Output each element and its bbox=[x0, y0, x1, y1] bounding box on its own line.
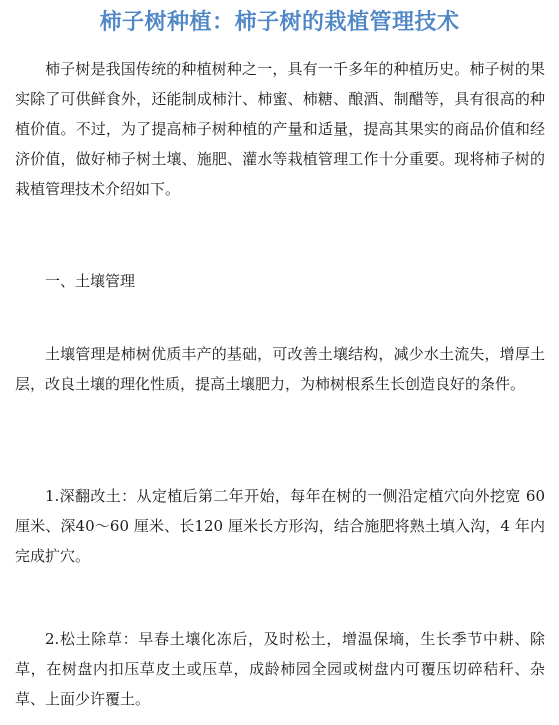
deep-plough-paragraph: 1.深翻改土：从定植后第二年开始，每年在树的一侧沿定植穴向外挖宽 60 厘米、深40～60 厘米、长120 厘米长方形沟，结合施肥将熟土填入沟，4 年内完成扩穴。 bbox=[15, 487, 545, 565]
document-title: 柿子树种植：柿子树的栽植管理技术 bbox=[99, 10, 460, 35]
loosen-weed-paragraph: 2.松土除草：早春土壤化冻后，及时松土，增温保墒，生长季节中耕、除草，在树盘内扣压草皮土或压草，成龄柿园全园或树盘内可覆压切碎秸秆、杂草、上面少许覆土。 bbox=[15, 630, 545, 708]
intro-paragraph: 柿子树是我国传统的种植树种之一，具有一千多年的种植历史。柿子树的果实除了可供鲜食外，还能制成柿汁、柿蜜、柿糖、酿酒、制醋等，具有很高的种植价值。不过，为了提高柿子树种植的产量和适量，提高其果实的商品价值和经济价值，做好柿子树土壤、施肥、灌水等栽植管理工作十分重要。现将柿子树的栽植管理技术介绍如下。 bbox=[15, 60, 545, 198]
soil-management-paragraph: 土壤管理是柿树优质丰产的基础，可改善土壤结构，减少水土流失，增厚土层，改良土壤的理化性质，提高土壤肥力，为柿树根系生长创造良好的条件。 bbox=[15, 345, 545, 393]
section-heading-soil-management: 一、土壤管理 bbox=[45, 272, 136, 290]
